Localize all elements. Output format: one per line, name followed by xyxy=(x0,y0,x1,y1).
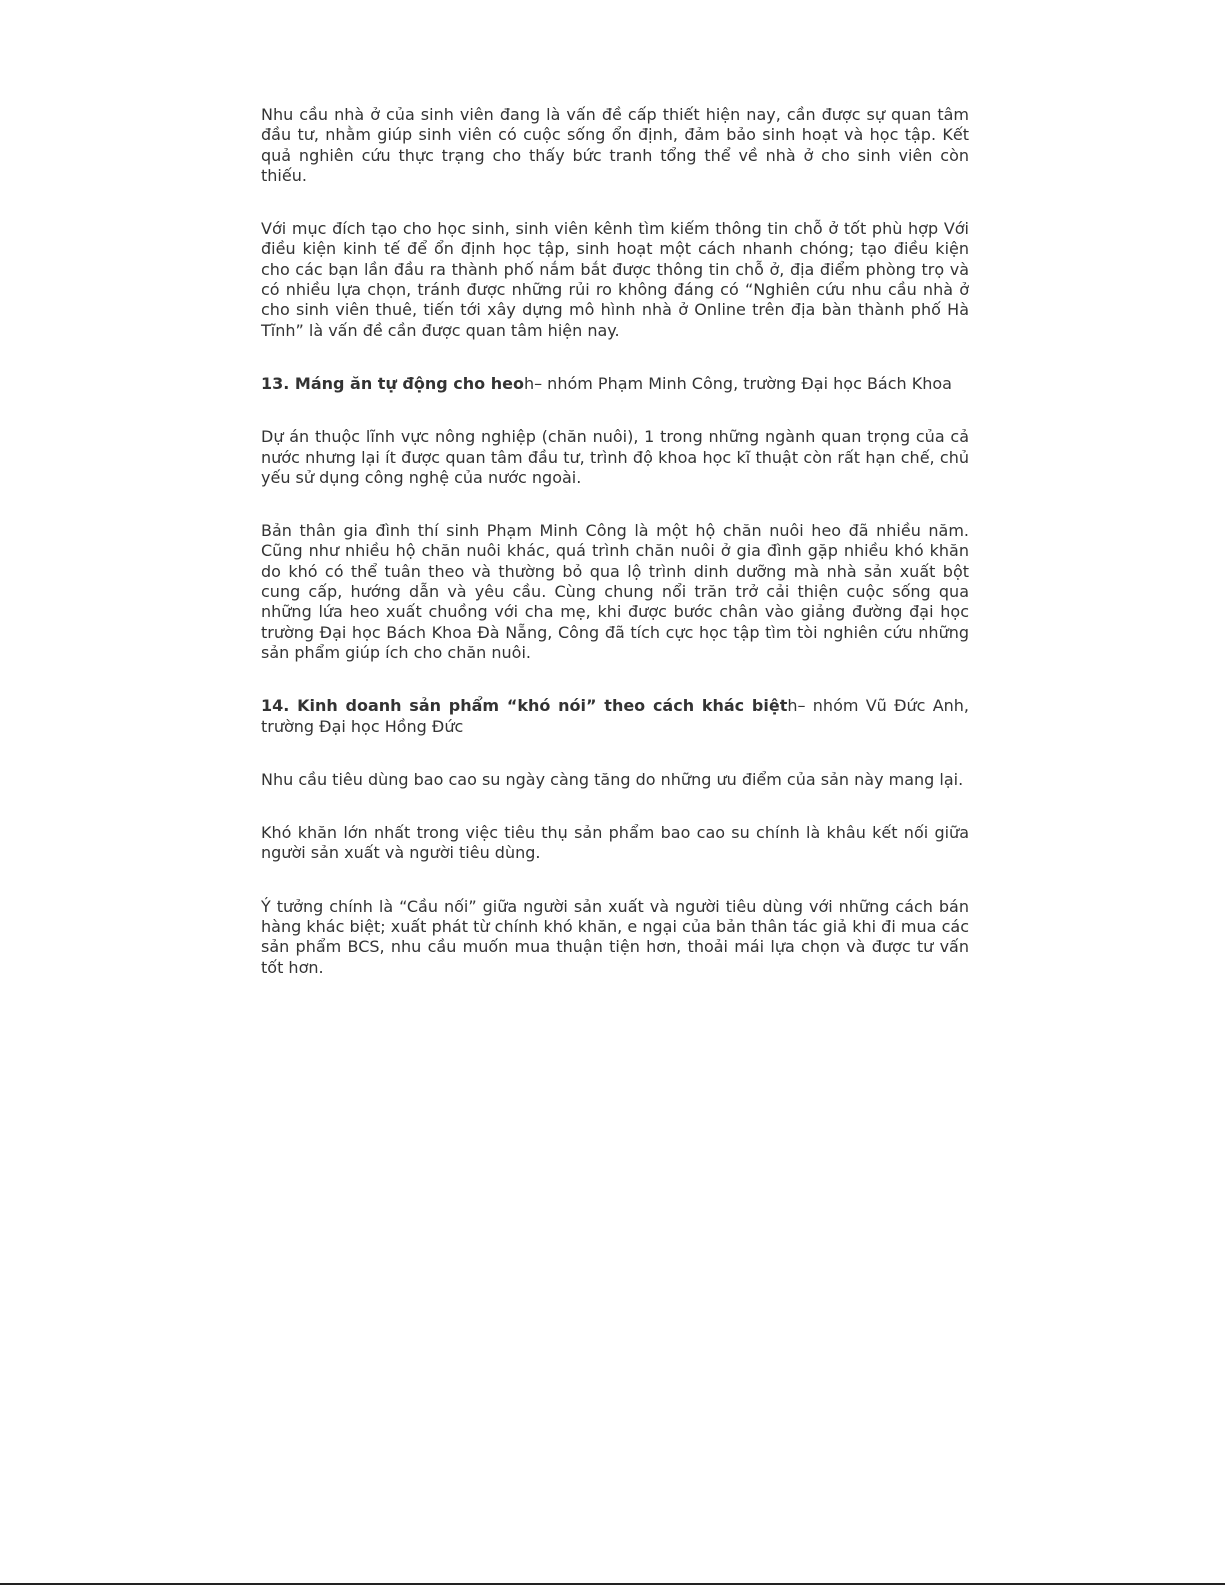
paragraph-consumer-demand: Nhu cầu tiêu dùng bao cao su ngày càng tăng do những ưu điểm của sản này mang lại. xyxy=(261,769,964,789)
heading-item-14-team: h– nhóm Vũ Đức Anh, trường Đại học Hồng Đức xyxy=(261,696,970,736)
document-body xyxy=(261,105,969,1011)
heading-item-13 xyxy=(261,374,969,394)
paragraph-agriculture-project: Dự án thuộc lĩnh vực nông nghiệp (chăn nuôi), 1 trong những ngành quan trọng của cả nước nhưng lại ít được quan tâm đầu tư, trình độ khoa học kĩ thuật còn rất hạn chế, chủ yếu sử dụng công nghệ của nước ngoài. xyxy=(261,427,969,487)
heading-item-14 xyxy=(261,696,969,737)
paragraph-author-background: Bản thân gia đình thí sinh Phạm Minh Công là một hộ chăn nuôi heo đã nhiều năm. Cũng như nhiều hộ chăn nuôi khác, quá trình chăn nuôi ở gia đình gặp nhiều khó khăn do khó có thể tuân theo và thường bỏ qua lộ trình dinh dưỡng mà nhà sản xuất bột cung cấp, hướng dẫn và yêu cầu. Cùng chung nổi trăn trở cải thiện cuộc sống qua những lứa heo xuất chuồng với cha mẹ, khi được bước chân vào giảng đường đại học trường Đại học Bách Khoa Đà Nẵng, Công đã tích cực học tập tìm tòi nghiên cứu những sản phẩm giúp ích cho chăn nuôi. xyxy=(261,521,969,662)
paragraph-student-housing-need: Nhu cầu nhà ở của sinh viên đang là vấn đề cấp thiết hiện nay, cần được sự quan tâm đầu tư, nhằm giúp sinh viên có cuộc sống ổn định, đảm bảo sinh hoạt và học tập. Kết quả nghiên cứu thực trạng cho thấy bức tranh tổng thể về nhà ở cho sinh viên còn thiếu. xyxy=(261,105,969,185)
heading-item-13-team: h– nhóm Phạm Minh Công, trường Đại học Bách Khoa xyxy=(523,373,952,393)
paragraph-student-housing-purpose: Với mục đích tạo cho học sinh, sinh viên kênh tìm kiếm thông tin chỗ ở tốt phù hợp Với điều kiện kinh tế để ổn định học tập, sinh hoạt một cách nhanh chóng; tạo điều kiện cho các bạn lần đầu ra thành phố nắm bắt được thông tin chỗ ở, địa điểm phòng trọ và có nhiều lựa chọn, tránh được những rủi ro không đáng có “Nghiên cứu nhu cầu nhà ở cho sinh viên thuê, tiến tới xây dựng mô hình nhà ở Online trên địa bàn thành phố Hà Tĩnh” là vấn đề cần được quan tâm hiện nay. xyxy=(261,219,969,340)
heading-item-13-title: 13. Máng ăn tự động cho heo xyxy=(261,373,524,393)
heading-item-14-title: 14. Kinh doanh sản phẩm “khó nói” theo cách khác biệt xyxy=(261,696,788,716)
paragraph-main-idea: Ý tưởng chính là “Cầu nối” giữa người sản xuất và người tiêu dùng với những cách bán hàng khác biệt; xuất phát từ chính khó khăn, e ngại của bản thân tác giả khi đi mua các sản phẩm BCS, nhu cầu muốn mua thuận tiện hơn, thoải mái lựa chọn và được tư vấn tốt hơn. xyxy=(261,896,969,977)
paragraph-main-difficulty: Khó khăn lớn nhất trong việc tiêu thụ sản phẩm bao cao su chính là khâu kết nối giữa người sản xuất và người tiêu dùng. xyxy=(261,823,969,863)
